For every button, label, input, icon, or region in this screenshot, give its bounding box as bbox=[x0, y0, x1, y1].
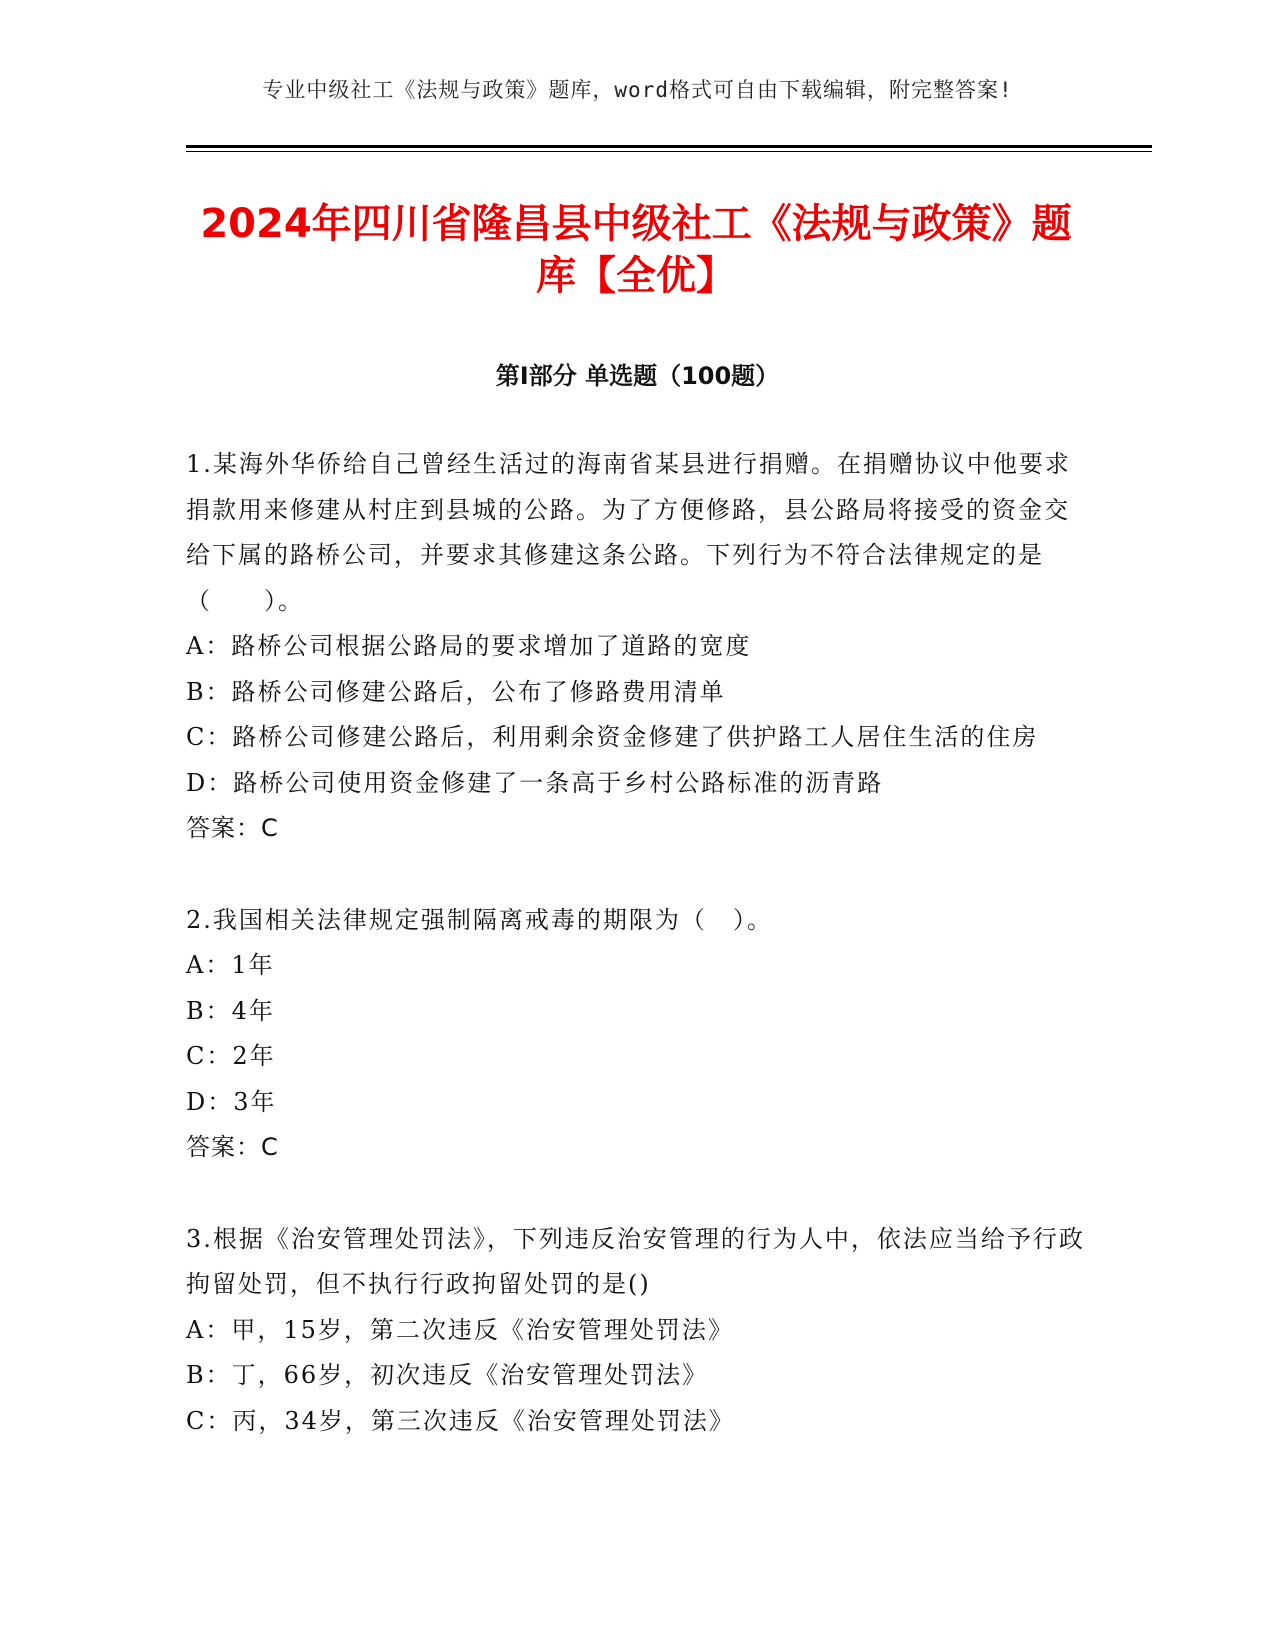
answer: 答案：C bbox=[186, 1133, 279, 1161]
question-2 bbox=[186, 898, 1086, 1171]
option-c: C：2年 bbox=[186, 1042, 276, 1070]
section-title: 第Ⅰ部分 单选题（100题） bbox=[495, 362, 780, 390]
header-rule-thick bbox=[186, 145, 1152, 148]
question-1 bbox=[186, 442, 1086, 852]
option-d: D：3年 bbox=[186, 1087, 277, 1116]
option-b: B：4年 bbox=[186, 996, 275, 1025]
question-list bbox=[186, 442, 1086, 1490]
option-a: A：甲，15岁，第二次违反《治安管理处罚法》 bbox=[186, 1315, 734, 1344]
question-stem: 2.我国相关法律规定强制隔离戒毒的期限为（ ）。 bbox=[186, 905, 773, 934]
option-a: A：1年 bbox=[186, 951, 275, 979]
option-d: D：路桥公司使用资金修建了一条高于乡村公路标准的沥青路 bbox=[186, 768, 884, 797]
option-c: C：路桥公司修建公路后，利用剩余资金修建了供护路工人居住生活的住房 bbox=[186, 723, 1039, 751]
question-stem: 1.某海外华侨给自己曾经生活过的海南省某县进行捐赠。在捐赠协议中他要求捐款用来修建从村庄到县城的公路。为了方便修路，县公路局将接受的资金交给下属的路桥公司，并要求其修建这条公路。下列行为不符合法律规定的是（ ）。 bbox=[186, 450, 1071, 615]
option-c: C：丙，34岁，第三次违反《治安管理处罚法》 bbox=[186, 1406, 735, 1435]
document-title: 2024年四川省隆昌县中级社工《法规与政策》题库【全优】 bbox=[200, 201, 1072, 299]
question-3 bbox=[186, 1217, 1086, 1445]
option-b: B：路桥公司修建公路后，公布了修路费用清单 bbox=[186, 677, 726, 706]
header-note: 专业中级社工《法规与政策》题库，word格式可自由下载编辑，附完整答案! bbox=[262, 78, 1013, 102]
question-stem: 3.根据《治安管理处罚法》，下列违反治安管理的行为人中，依法应当给予行政拘留处罚，但不执行行政拘留处罚的是() bbox=[186, 1224, 1085, 1298]
header-rule-thin bbox=[186, 151, 1152, 152]
answer: 答案：C bbox=[186, 814, 279, 842]
option-a: A：路桥公司根据公路局的要求增加了道路的宽度 bbox=[186, 632, 752, 660]
option-b: B：丁，66岁，初次违反《治安管理处罚法》 bbox=[186, 1361, 709, 1389]
